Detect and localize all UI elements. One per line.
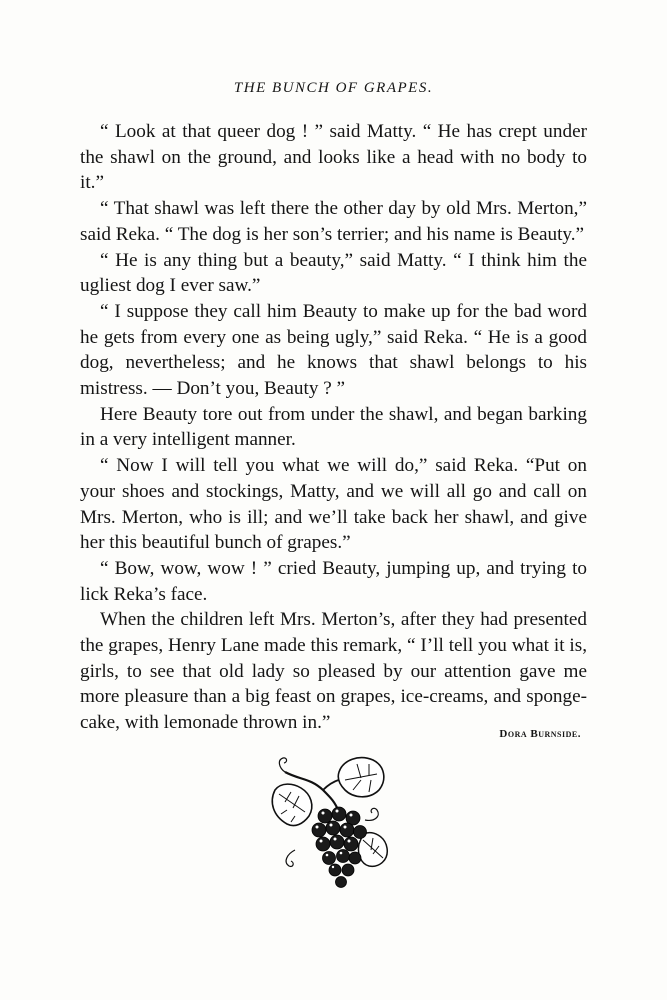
author-byline: Dora Burnside.	[499, 728, 581, 740]
paragraph: “ That shawl was left there the other day by old Mrs. Merton,” said Reka. “ The dog is her son’s terrier; and his name is Beauty.”	[80, 198, 587, 245]
grape-bunch-icon	[265, 750, 395, 900]
paragraph: “ He is any thing but a beauty,” said Matty. “ I think him the ugliest dog I ever saw.”	[80, 249, 587, 297]
story-text	[80, 119, 587, 736]
paragraph: Here Beauty tore out from under the shawl, and began barking in a very intelligent manner.	[80, 403, 587, 451]
paragraph: “ Look at that queer dog ! ” said Matty. “ He has crept under the shawl on the ground, and looks like a head with no body to it.”	[80, 121, 587, 194]
paragraph: “ I suppose they call him Beauty to make up for the bad word he gets from every one as being ugly,” said Reka. “ He is a good dog, nevertheless; and he knows that shawl belongs to his mistress. — Don’t you, Beauty ? ”	[80, 300, 587, 400]
paragraph: When the children left Mrs. Merton’s, after they had presented the grapes, Henry Lane made this remark, “ I’ll tell you what it is, girls, to see that old lady so pleased by our attention gave me more pleasure than a big feast on grapes, ice-creams, and sponge-cake, with lemonade thrown in.”	[80, 609, 587, 734]
running-title: THE BUNCH OF GRAPES.	[233, 80, 434, 96]
paragraph: “ Bow, wow, wow ! ” cried Beauty, jumping up, and trying to lick Reka’s face.	[80, 557, 587, 605]
paragraph: “ Now I will tell you what we will do,” said Reka. “Put on your shoes and stockings, Matty, and we will all go and call on Mrs. Merton, who is ill; and we’ll take back her shawl, and give her this beautiful bunch of grapes.”	[80, 455, 587, 554]
